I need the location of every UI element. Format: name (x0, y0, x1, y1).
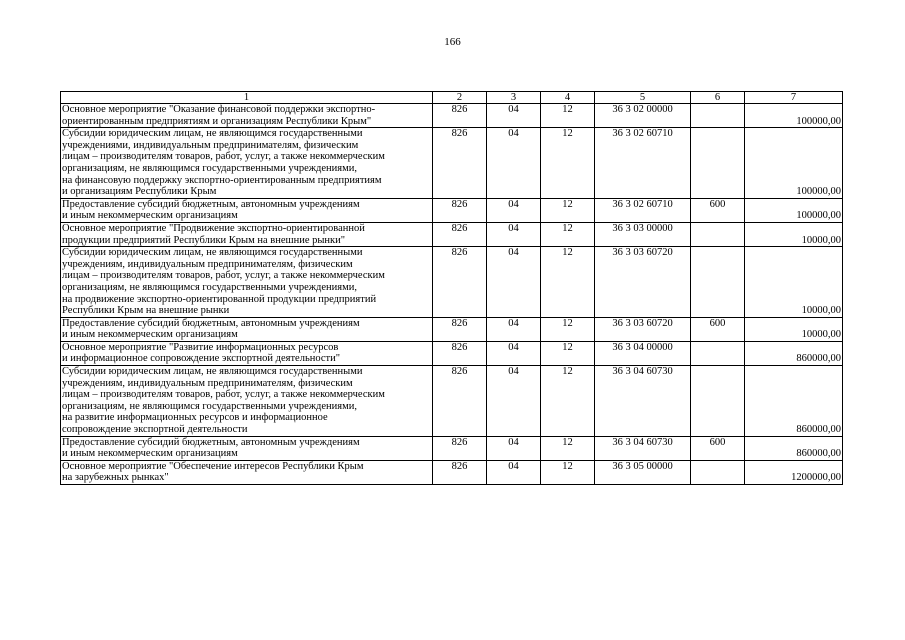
row-subsection-cell: 12 (541, 341, 595, 365)
table-row (61, 104, 843, 128)
row-sum-cell: 100000,00 (745, 198, 843, 222)
row-name-cell: Основное мероприятие "Развитие информационных ресурсов и информационное сопровождение экспортной деятельности" (61, 341, 433, 365)
row-sum-cell: 100000,00 (745, 104, 843, 128)
table-row (61, 460, 843, 484)
row-grbs-cell: 826 (433, 460, 487, 484)
row-target-article-cell: 36 3 03 00000 (595, 222, 691, 246)
table-row (61, 247, 843, 318)
row-target-article-cell: 36 3 05 00000 (595, 460, 691, 484)
row-name-cell: Субсидии юридическим лицам, не являющимся государственными учреждениями, индивидуальным предпринимателям, физическим лицам – производителям товаров, работ, услуг, а также некоммерческим организациям, не являющимся государственными учреждениями, на финансовую поддержку экспортно-ориентированным предприятиям и организациям Республики Крым (61, 128, 433, 199)
row-target-article-cell: 36 3 02 60710 (595, 198, 691, 222)
row-expense-type-cell (691, 366, 745, 437)
header-cell: 5 (595, 92, 691, 104)
row-grbs-cell: 826 (433, 366, 487, 437)
row-expense-type-cell (691, 460, 745, 484)
row-target-article-cell: 36 3 02 60710 (595, 128, 691, 199)
row-subsection-cell: 12 (541, 366, 595, 437)
row-grbs-cell: 826 (433, 436, 487, 460)
row-section-cell: 04 (487, 222, 541, 246)
row-target-article-cell: 36 3 03 60720 (595, 247, 691, 318)
row-target-article-cell: 36 3 04 60730 (595, 366, 691, 437)
row-grbs-cell: 826 (433, 317, 487, 341)
row-name-cell: Предоставление субсидий бюджетным, автономным учреждениям и иным некоммерческим организациям (61, 436, 433, 460)
row-sum-cell: 860000,00 (745, 366, 843, 437)
header-cell: 7 (745, 92, 843, 104)
row-expense-type-cell (691, 222, 745, 246)
row-grbs-cell: 826 (433, 128, 487, 199)
row-name-cell: Основное мероприятие "Продвижение экспортно-ориентированной продукции предприятий Республики Крым на внешние рынки" (61, 222, 433, 246)
row-section-cell: 04 (487, 128, 541, 199)
row-expense-type-cell (691, 341, 745, 365)
row-sum-cell: 860000,00 (745, 341, 843, 365)
row-sum-cell: 10000,00 (745, 317, 843, 341)
page-number: 166 (444, 36, 461, 48)
row-name-cell: Предоставление субсидий бюджетным, автономным учреждениям и иным некоммерческим организациям (61, 317, 433, 341)
row-section-cell: 04 (487, 366, 541, 437)
header-cell: 4 (541, 92, 595, 104)
row-section-cell: 04 (487, 317, 541, 341)
row-subsection-cell: 12 (541, 198, 595, 222)
row-expense-type-cell: 600 (691, 198, 745, 222)
row-grbs-cell: 826 (433, 198, 487, 222)
row-sum-cell: 1200000,00 (745, 460, 843, 484)
row-expense-type-cell: 600 (691, 436, 745, 460)
row-target-article-cell: 36 3 03 60720 (595, 317, 691, 341)
row-name-cell: Основное мероприятие "Оказание финансовой поддержки экспортно- ориентированным предприятиям и организациям Республики Крым" (61, 104, 433, 128)
row-section-cell: 04 (487, 104, 541, 128)
row-section-cell: 04 (487, 341, 541, 365)
row-name-cell: Предоставление субсидий бюджетным, автономным учреждениям и иным некоммерческим организациям (61, 198, 433, 222)
row-target-article-cell: 36 3 04 00000 (595, 341, 691, 365)
row-sum-cell: 860000,00 (745, 436, 843, 460)
row-section-cell: 04 (487, 460, 541, 484)
header-row (61, 92, 843, 104)
row-section-cell: 04 (487, 247, 541, 318)
row-subsection-cell: 12 (541, 436, 595, 460)
header-cell: 3 (487, 92, 541, 104)
table-body (61, 104, 843, 485)
table-row (61, 198, 843, 222)
row-expense-type-cell (691, 104, 745, 128)
table-row (61, 341, 843, 365)
row-grbs-cell: 826 (433, 247, 487, 318)
row-subsection-cell: 12 (541, 222, 595, 246)
row-name-cell: Основное мероприятие "Обеспечение интересов Республики Крым на зарубежных рынках" (61, 460, 433, 484)
table-row (61, 222, 843, 246)
table-row (61, 128, 843, 199)
row-section-cell: 04 (487, 436, 541, 460)
row-expense-type-cell (691, 128, 745, 199)
table-row (61, 317, 843, 341)
row-grbs-cell: 826 (433, 222, 487, 246)
row-name-cell: Субсидии юридическим лицам, не являющимся государственными учреждениям, индивидуальным предпринимателям, физическим лицам – производителям товаров, работ, услуг, а также некоммерческим организациям, не являющимся государственными учреждениями, на развитие информационных ресурсов и информационное сопровождение экспортной деятельности (61, 366, 433, 437)
row-grbs-cell: 826 (433, 104, 487, 128)
row-subsection-cell: 12 (541, 317, 595, 341)
row-target-article-cell: 36 3 04 60730 (595, 436, 691, 460)
row-name-cell: Субсидии юридическим лицам, не являющимся государственными учреждениям, индивидуальным предпринимателям, физическим лицам – производителям товаров, работ, услуг, а также некоммерческим организациям, не являющимся государственными учреждениями, на продвижение экспортно-ориентированной продукции предприятий Республики Крым на внешние рынки (61, 247, 433, 318)
header-cell: 6 (691, 92, 745, 104)
row-expense-type-cell: 600 (691, 317, 745, 341)
row-sum-cell: 10000,00 (745, 222, 843, 246)
table-row (61, 366, 843, 437)
budget-table (60, 91, 843, 485)
row-sum-cell: 10000,00 (745, 247, 843, 318)
row-subsection-cell: 12 (541, 104, 595, 128)
row-section-cell: 04 (487, 198, 541, 222)
row-expense-type-cell (691, 247, 745, 318)
row-subsection-cell: 12 (541, 460, 595, 484)
row-target-article-cell: 36 3 02 00000 (595, 104, 691, 128)
header-cell: 2 (433, 92, 487, 104)
table-row (61, 436, 843, 460)
row-subsection-cell: 12 (541, 247, 595, 318)
row-sum-cell: 100000,00 (745, 128, 843, 199)
row-subsection-cell: 12 (541, 128, 595, 199)
row-grbs-cell: 826 (433, 341, 487, 365)
header-cell: 1 (61, 92, 433, 104)
